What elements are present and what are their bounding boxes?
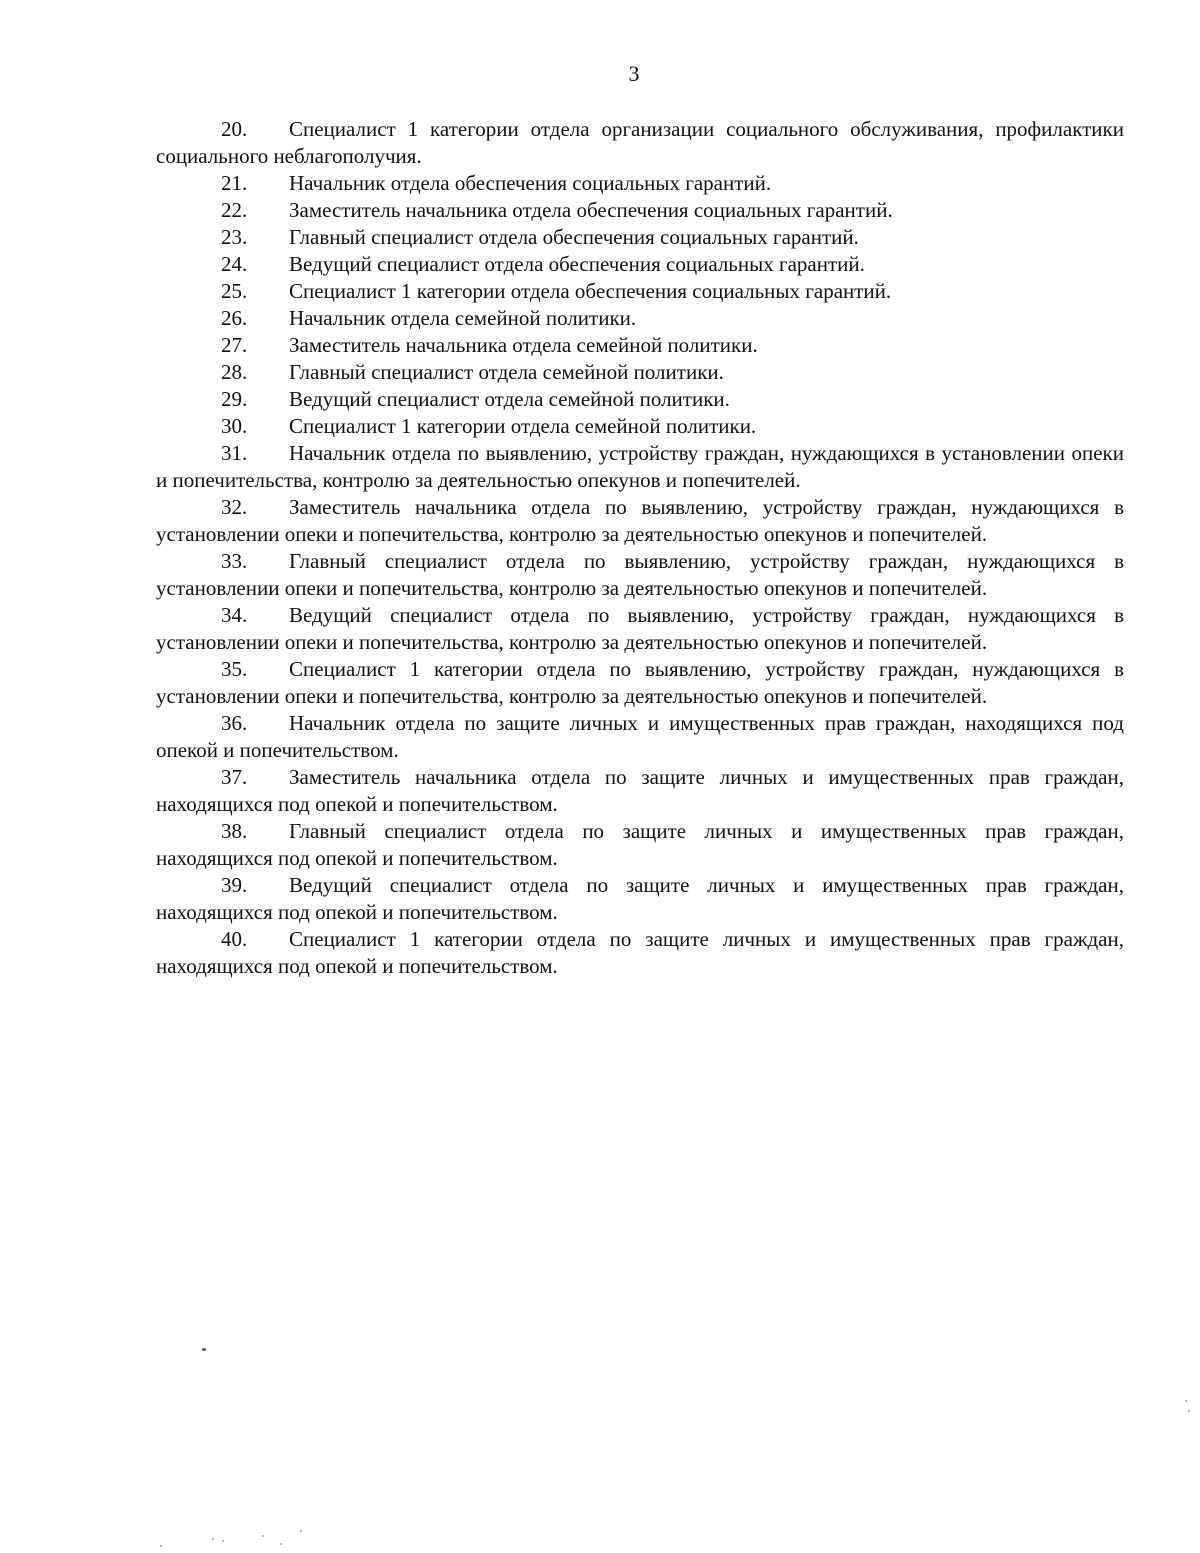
item-number: 28.	[221, 360, 248, 384]
item-text: Главный специалист отдела по защите личных и имущественных прав граждан, находящихся под опекой и попечительством.	[156, 819, 1124, 870]
item-text: Заместитель начальника отдела по выявлению, устройству граждан, нуждающихся в установлении опеки и попечительства, контролю за деятельностью опекунов и попечителей.	[156, 495, 1124, 546]
item-text: Заместитель начальника отдела по защите личных и имущественных прав граждан, находящихся под опекой и попечительством.	[156, 765, 1124, 816]
list-item-30	[156, 413, 1124, 440]
scan-speck	[1188, 1410, 1190, 1412]
scan-speck	[262, 1535, 264, 1537]
item-number: 21.	[221, 171, 248, 195]
item-number: 22.	[221, 198, 248, 222]
scan-speck	[160, 1545, 162, 1547]
document-body	[156, 116, 1124, 980]
item-number: 26.	[221, 306, 248, 330]
item-text: Специалист 1 категории отдела по выявлению, устройству граждан, нуждающихся в установлении опеки и попечительства, контролю за деятельностью опекунов и попечителей.	[156, 657, 1124, 708]
item-number: 20.	[221, 117, 248, 141]
list-item-38	[156, 818, 1124, 872]
item-text: Начальник отдела по защите личных и имущественных прав граждан, находящихся под опекой и попечительством.	[156, 711, 1124, 762]
list-item-25	[156, 278, 1124, 305]
list-item-27	[156, 332, 1124, 359]
item-number: 36.	[221, 711, 248, 735]
item-text: Начальник отдела по выявлению, устройству граждан, нуждающихся в установлении опеки и попечительства, контролю за деятельностью опекунов и попечителей.	[156, 441, 1124, 492]
item-text: Специалист 1 категории отдела организации социального обслуживания, профилактики социального неблагополучия.	[156, 117, 1124, 168]
item-text: Ведущий специалист отдела по защите личных и имущественных прав граждан, находящихся под опекой и попечительством.	[156, 873, 1124, 924]
item-text: Ведущий специалист отдела семейной политики.	[289, 387, 730, 411]
item-text: Начальник отдела обеспечения социальных гарантий.	[289, 171, 772, 195]
item-text: Специалист 1 категории отдела семейной политики.	[289, 414, 757, 438]
list-item-37	[156, 764, 1124, 818]
item-text: Ведущий специалист отдела по выявлению, устройству граждан, нуждающихся в установлении опеки и попечительства, контролю за деятельностью опекунов и попечителей.	[156, 603, 1124, 654]
item-number: 31.	[221, 441, 248, 465]
scan-speck	[300, 1530, 302, 1532]
list-item-33	[156, 548, 1124, 602]
scan-speck	[222, 1540, 224, 1542]
list-item-20	[156, 116, 1124, 170]
item-number: 35.	[221, 657, 248, 681]
item-number: 34.	[221, 603, 248, 627]
page-number: 3	[628, 61, 640, 86]
list-item-24	[156, 251, 1124, 278]
item-number: 27.	[221, 333, 248, 357]
list-item-22	[156, 197, 1124, 224]
scan-speck	[212, 1538, 214, 1540]
list-item-28	[156, 359, 1124, 386]
scan-speck	[280, 1543, 282, 1545]
item-text: Главный специалист отдела по выявлению, устройству граждан, нуждающихся в установлении опеки и попечительства, контролю за деятельностью опекунов и попечителей.	[156, 549, 1124, 600]
item-number: 23.	[221, 225, 248, 249]
item-number: 33.	[221, 549, 248, 573]
item-text: Специалист 1 категории отдела по защите личных и имущественных прав граждан, находящихся под опекой и попечительством.	[156, 927, 1124, 978]
item-number: 32.	[221, 495, 248, 519]
list-item-36	[156, 710, 1124, 764]
item-text: Начальник отдела семейной политики.	[289, 306, 637, 330]
item-number: 24.	[221, 252, 248, 276]
list-item-40	[156, 926, 1124, 980]
item-number: 37.	[221, 765, 248, 789]
list-item-34	[156, 602, 1124, 656]
list-item-26	[156, 305, 1124, 332]
scan-speck	[1185, 1400, 1187, 1402]
list-item-32	[156, 494, 1124, 548]
list-item-39	[156, 872, 1124, 926]
list-item-21	[156, 170, 1124, 197]
item-text: Главный специалист отдела обеспечения социальных гарантий.	[289, 225, 859, 249]
item-number: 40.	[221, 927, 248, 951]
item-text: Заместитель начальника отдела обеспечения социальных гарантий.	[289, 198, 893, 222]
item-text: Главный специалист отдела семейной политики.	[289, 360, 724, 384]
item-number: 25.	[221, 279, 248, 303]
list-item-31	[156, 440, 1124, 494]
scan-speck	[202, 1348, 206, 1351]
item-number: 39.	[221, 873, 248, 897]
item-text: Ведущий специалист отдела обеспечения социальных гарантий.	[289, 252, 865, 276]
item-number: 29.	[221, 387, 248, 411]
item-number: 30.	[221, 414, 248, 438]
list-item-35	[156, 656, 1124, 710]
list-item-23	[156, 224, 1124, 251]
item-text: Заместитель начальника отдела семейной политики.	[289, 333, 758, 357]
item-number: 38.	[221, 819, 248, 843]
item-text: Специалист 1 категории отдела обеспечения социальных гарантий.	[289, 279, 892, 303]
list-item-29	[156, 386, 1124, 413]
